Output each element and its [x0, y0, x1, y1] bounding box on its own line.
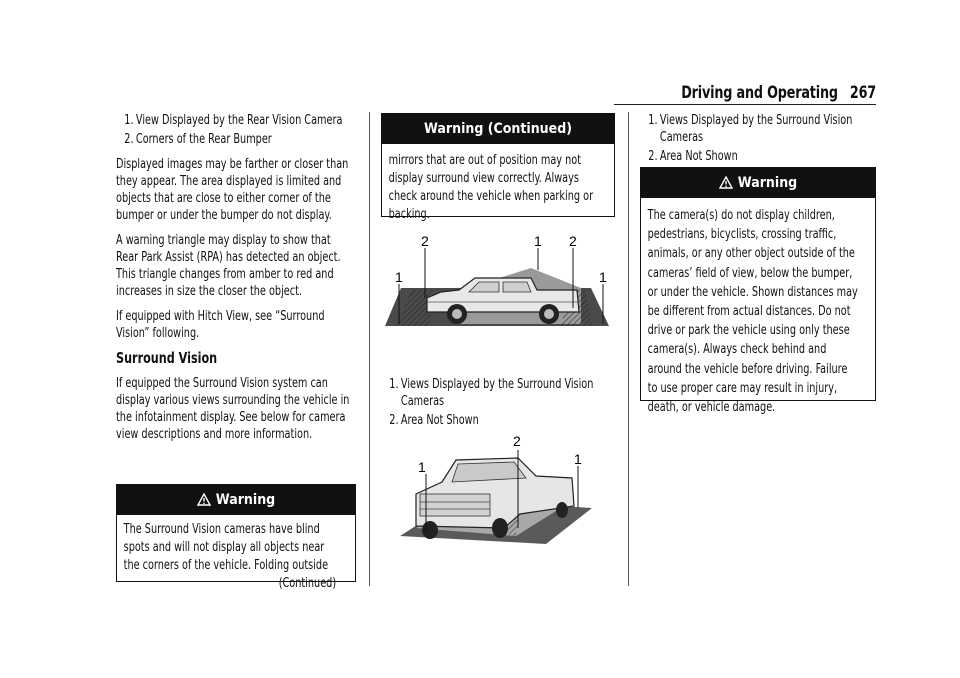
callout-label: 1: [534, 233, 542, 249]
warning-box-blind-spots: [116, 484, 356, 591]
warning-header: Warning: [117, 485, 355, 515]
paragraph-warning-triangle: A warning triangle may display to show that Rear Park Assist (RPA) has detected an object. This triangle changes from amber to red and increases in size the closer the object.: [116, 233, 341, 299]
section-heading-surround-vision: Surround Vision: [116, 349, 218, 367]
surround-vision-legend-right: [640, 112, 874, 165]
left-column: [116, 112, 398, 451]
continued-label: (Continued): [278, 576, 337, 591]
list-item: 2. Corners of the Rear Bumper: [124, 132, 272, 147]
truck-front-view-figure: [396, 432, 600, 550]
callout-label: 1: [574, 451, 582, 467]
list-item: 2. Area Not Shown: [389, 413, 479, 428]
warning-body: mirrors that are out of position may not display surround view correctly. Always check around the vehicle when parking or backing.: [388, 153, 594, 222]
list-item: 1. Views Displayed by the Surround Vision Cameras: [389, 377, 594, 409]
warning-box-continued: [381, 113, 615, 222]
warning-header: Warning (Continued): [382, 114, 614, 144]
list-item: 1. Views Displayed by the Surround Vision Cameras: [648, 113, 853, 145]
surround-vision-legend: [381, 376, 615, 429]
warning-triangle-icon: [197, 493, 211, 506]
column-divider-right: [628, 112, 629, 586]
running-header: [532, 83, 876, 105]
list-item: 1. View Displayed by the Rear Vision Camera: [124, 113, 343, 128]
callout-label: 1: [418, 459, 426, 475]
callout-label: 2: [421, 233, 429, 249]
page-number: 267: [849, 83, 876, 102]
list-item: 2. Area Not Shown: [648, 149, 738, 164]
section-title: Driving and Operating: [681, 83, 838, 102]
paragraph-hitch-view: If equipped with Hitch View, see “Surround Vision” following.: [116, 309, 325, 341]
header-rule: [614, 104, 876, 105]
paragraph-surround-vision: If equipped the Surround Vision system can display various views surrounding the vehicle in the infotainment display. See below for camera view descriptions and more information.: [116, 376, 350, 442]
rear-vision-legend: [116, 112, 350, 148]
callout-label: 1: [599, 269, 607, 285]
warning-body: The camera(s) do not display children, pedestrians, bicyclists, crossing traffic, animals, or any other object outside of the cameras’ field of view, below the bumper, or under the vehicle. Shown distances may be different from actual distances. Do not drive or park the vehicle using only these camera(s). Always check behind and around the vehicle before driving. Failure to use proper care may result in injury, death, or vehicle damage.: [647, 208, 858, 416]
warning-body: The Surround Vision cameras have blind spots and will not display all objects near the corners of the vehicle. Folding outside (Continued): [123, 522, 337, 591]
warning-triangle-icon: [719, 176, 733, 189]
callout-label: 2: [569, 233, 577, 249]
callout-label: 2: [513, 433, 521, 449]
warning-box-camera-limits: [640, 167, 876, 416]
callout-label: 1: [395, 269, 403, 285]
paragraph-displayed-images: Displayed images may be farther or closer than they appear. The area displayed is limited and objects that are close to either corner of the bumper or under the bumper do not display.: [116, 157, 349, 223]
middle-legend: [381, 376, 663, 437]
right-legend: [640, 112, 922, 173]
warning-header: Warning: [641, 168, 875, 198]
truck-side-view-figure: [381, 228, 613, 338]
